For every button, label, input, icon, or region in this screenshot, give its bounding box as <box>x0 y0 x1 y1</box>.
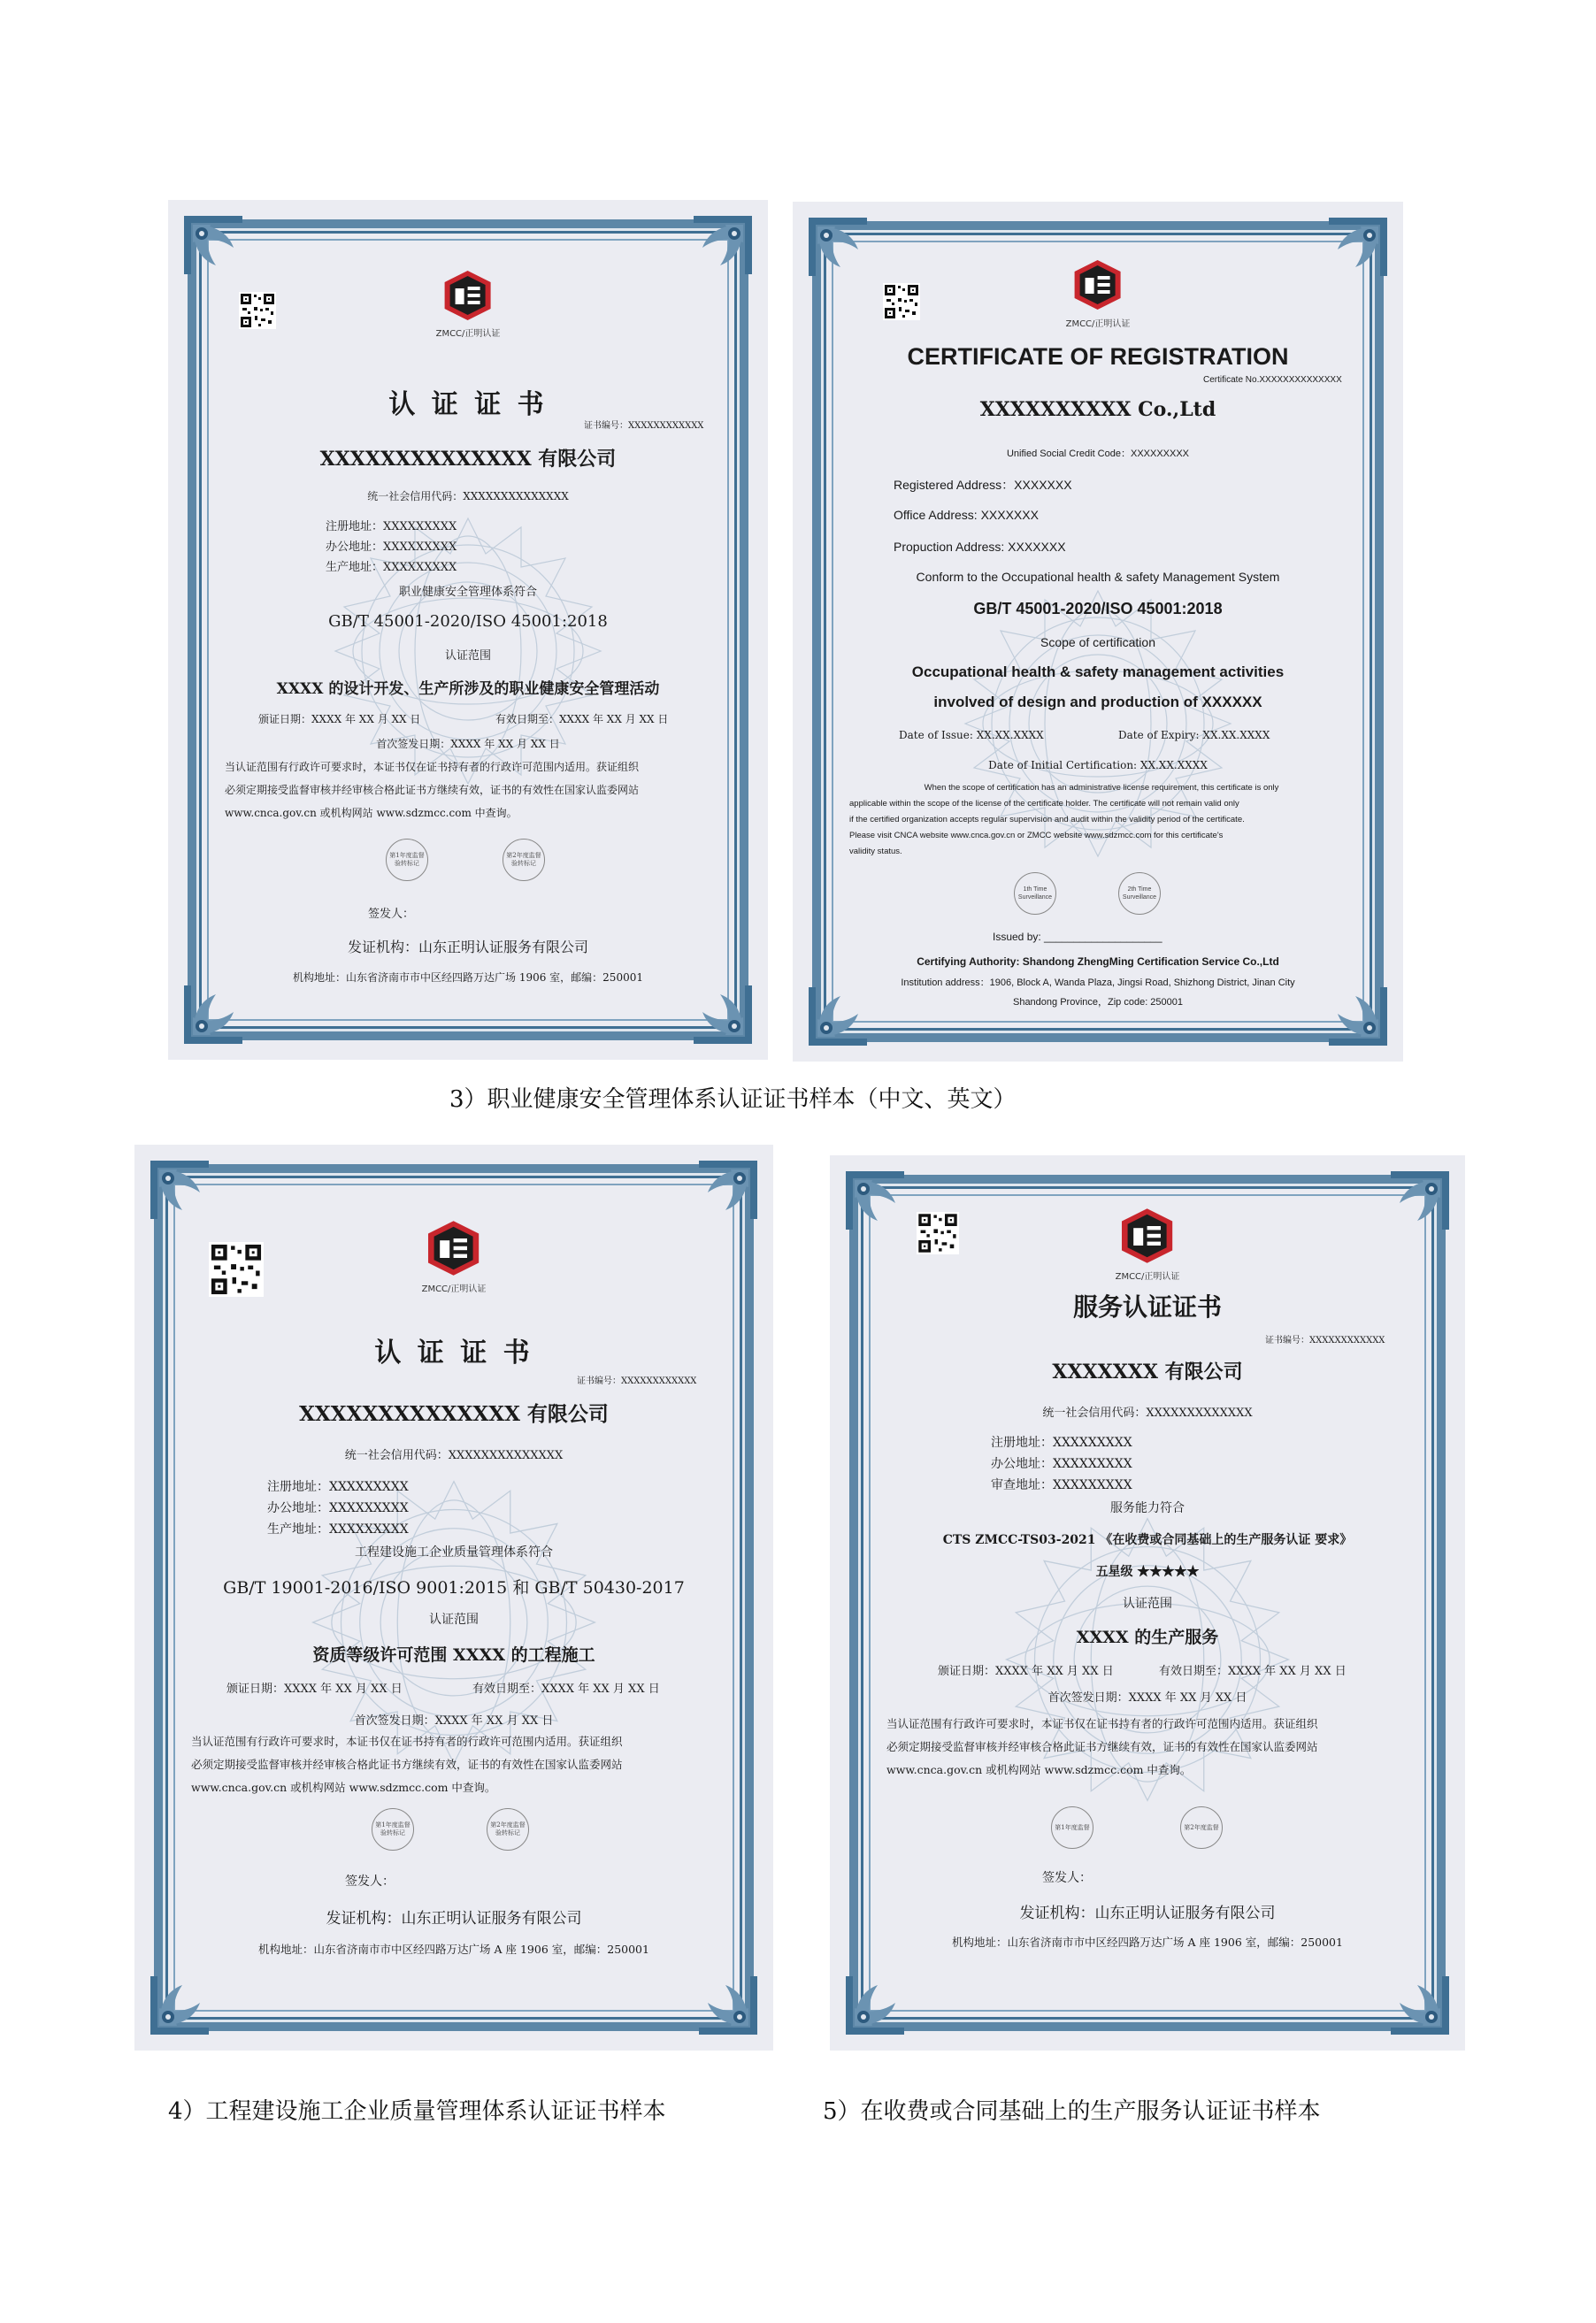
notice-line: 当认证范围有行政许可要求时，本证书仅在证书持有者的行政许可范围内适用。获证组织 <box>886 1717 1318 1730</box>
surveillance-seal-2: 第2年度监督验转标记 <box>503 839 545 881</box>
issuing-authority: 发证机构：山东正明认证服务有限公司 <box>1019 1905 1276 1922</box>
certificate-title: 服务认证证书 <box>1072 1292 1222 1322</box>
zmcc-logo <box>1116 1207 1180 1282</box>
conformance-text: Conform to the Occupational health & safety Management System <box>916 570 1280 584</box>
certifying-authority: Certifying Authority: Shandong ZhengMing Certification Service Co.,Ltd <box>917 955 1279 968</box>
credit-code: 统一社会信用代码：XXXXXXXXXXXXX <box>1042 1407 1253 1420</box>
conformance-text: 服务能力符合 <box>1110 1501 1185 1515</box>
registered-address: Registered Address：XXXXXXX <box>894 478 1072 492</box>
notice-paragraph <box>191 1730 722 1799</box>
first-issue-date: 首次签发日期：XXXX 年 XX 月 XX 日 <box>354 1714 554 1728</box>
notice-line: if the certified organization accepts regular supervision and audit within the validity period of the certificate. <box>849 815 1245 824</box>
qr-code-icon <box>917 1212 959 1254</box>
first-issue-date: 首次签发日期：XXXX 年 XX 月 XX 日 <box>1047 1691 1247 1705</box>
notice-line: www.cnca.gov.cn 或机构网站 www.sdzmcc.com 中查询。 <box>886 1763 1192 1776</box>
certificate-number: 证书编号：XXXXXXXXXXXX <box>1265 1336 1385 1346</box>
credit-code: 统一社会信用代码：XXXXXXXXXXXXXX <box>367 490 569 502</box>
company-name: XXXXXXXXXX Co.,Ltd <box>979 398 1216 421</box>
notice-line: validity status. <box>849 847 902 856</box>
issued-by-label: Issued by: ____________________ <box>993 931 1162 943</box>
zmcc-logo <box>1066 258 1131 329</box>
zmcc-logo <box>436 269 501 339</box>
scope-label: 认证范围 <box>444 649 491 663</box>
signer-label: 签发人： <box>1042 1871 1092 1885</box>
signer-label: 签发人： <box>368 908 415 921</box>
certificate-number: 证书编号：XXXXXXXXXXXX <box>584 421 704 431</box>
office-address: 办公地址：XXXXXXXXX <box>267 1501 409 1515</box>
zmcc-logo <box>422 1219 487 1294</box>
notice-line: 必须定期接受监督审核并经审核合格此证书方继续有效，证书的有效性在国家认监委网站 <box>225 784 640 796</box>
qr-code-icon <box>209 1242 264 1297</box>
issuing-authority: 发证机构：山东正明认证服务有限公司 <box>347 939 588 955</box>
notice-line: 必须定期接受监督审核并经审核合格此证书方继续有效，证书的有效性在国家认监委网站 <box>886 1740 1318 1753</box>
office-address: 办公地址：XXXXXXXXX <box>991 1457 1132 1471</box>
notice-line: 当认证范围有行政许可要求时，本证书仅在证书持有者的行政许可范围内适用。获证组织 <box>191 1735 623 1748</box>
credit-code: 统一社会信用代码：XXXXXXXXXXXXXX <box>344 1449 564 1462</box>
authority-address: 机构地址：山东省济南市市中区经四路万达广场 A 座 1906 室，邮编：250001 <box>258 1943 649 1956</box>
authority-address: 机构地址：山东省济南市市中区经四路万达广场 1906 室，邮编：250001 <box>293 971 643 984</box>
certificate-en-ohs <box>793 202 1403 1062</box>
notice-line: applicable within the scope of the license of the certificate holder. The certificate will not remain valid only <box>849 799 1239 809</box>
production-address: 生产地址：XXXXXXXXX <box>267 1522 409 1537</box>
certificate-number: Certificate No.XXXXXXXXXXXXXX <box>1203 375 1342 385</box>
surveillance-seal-2: 第2年度监督验转标记 <box>487 1808 529 1851</box>
scope-label: Scope of certification <box>1040 635 1155 649</box>
credit-code: Unified Social Credit Code：XXXXXXXXX <box>1006 448 1190 459</box>
production-address: Propuction Address: XXXXXXX <box>894 540 1066 554</box>
qr-code-icon <box>883 283 920 320</box>
registered-address: 注册地址：XXXXXXXXX <box>267 1480 409 1494</box>
notice-paragraph <box>225 755 720 824</box>
surveillance-seal-2: 第2年度监督 <box>1180 1806 1223 1849</box>
issue-date: 颁证日期：XXXX 年 XX 月 XX 日 <box>226 1683 403 1696</box>
standard-number: GB/T 19001-2016/ISO 9001:2015 和 GB/T 50430-2017 <box>223 1578 685 1598</box>
authority-address: 机构地址：山东省济南市市中区经四路万达广场 A 座 1906 室，邮编：250001 <box>952 1936 1343 1949</box>
notice-line: When the scope of certification has an administrative license requirement, this certificate is only <box>924 783 1279 793</box>
service-level: 五星级 ★★★★★ <box>1095 1565 1200 1579</box>
notice-line: 当认证范围有行政许可要求时，本证书仅在证书持有者的行政许可范围内适用。获证组织 <box>225 761 640 773</box>
surveillance-seal-1: 第1年度监督 <box>1051 1806 1093 1849</box>
scope-label: 认证范围 <box>429 1613 479 1627</box>
certification-scope-line-2: involved of design and production of XXXXXX <box>933 694 1262 710</box>
expiry-date: Date of Expiry: XX.XX.XXXX <box>1118 729 1270 741</box>
certification-scope: XXXX 的生产服务 <box>1076 1628 1219 1647</box>
first-issue-date: 首次签发日期：XXXX 年 XX 月 XX 日 <box>376 738 560 750</box>
registered-address: 注册地址：XXXXXXXXX <box>991 1436 1132 1450</box>
standard-number: GB/T 45001-2020/ISO 45001:2018 <box>328 612 608 631</box>
expiry-date: 有效日期至：XXXX 年 XX 月 XX 日 <box>1159 1665 1347 1678</box>
initial-certification-date: Date of Initial Certification: XX.XX.XXXX <box>988 759 1208 771</box>
notice-line: www.cnca.gov.cn 或机构网站 www.sdzmcc.com 中查询。 <box>191 1781 496 1794</box>
authority-address-line-1: Institution address：1906, Block A, Wanda Plaza, Jingsi Road, Shizhong District, Jinan City <box>901 978 1295 988</box>
audit-address: 审查地址：XXXXXXXXX <box>991 1478 1132 1492</box>
certificate-cn-ohs <box>168 200 768 1060</box>
certification-scope-line-1: Occupational health & safety management activities <box>911 663 1285 680</box>
notice-line: 必须定期接受监督审核并经审核合格此证书方继续有效，证书的有效性在国家认监委网站 <box>191 1758 623 1771</box>
logo-text: ZMCC/正明认证 <box>421 1284 487 1294</box>
notice-paragraph <box>886 1713 1417 1782</box>
scope-label: 认证范围 <box>1123 1597 1172 1611</box>
certificate-title: CERTIFICATE OF REGISTRATION <box>907 343 1289 370</box>
surveillance-seal-1: 1th Time Surveillance <box>1014 872 1056 915</box>
notice-line: Please visit CNCA website www.cnca.gov.cn or ZMCC website www.sdzmcc.com for this certificate's <box>849 831 1224 840</box>
surveillance-seal-1: 第1年度监督验转标记 <box>386 839 428 881</box>
expiry-date: 有效日期至：XXXX 年 XX 月 XX 日 <box>472 1683 660 1696</box>
certificate-title: 认 证 证 书 <box>374 1338 533 1368</box>
issue-date: 颁证日期：XXXX 年 XX 月 XX 日 <box>938 1665 1114 1678</box>
certificate-number: 证书编号：XXXXXXXXXXXX <box>577 1376 697 1386</box>
production-address: 生产地址：XXXXXXXXX <box>326 561 457 574</box>
signer-label: 签发人： <box>345 1874 395 1889</box>
caption-5: 5）在收费或合同基础上的生产服务认证证书样本 <box>823 2098 1321 2125</box>
caption-3: 3）职业健康安全管理体系认证证书样本（中文、英文） <box>449 1086 1017 1113</box>
qr-code-icon <box>239 292 276 329</box>
surveillance-seal-2: 2th Time Surveillance <box>1118 872 1161 915</box>
office-address: Office Address: XXXXXXX <box>894 508 1039 522</box>
expiry-date: 有效日期至：XXXX 年 XX 月 XX 日 <box>495 713 669 725</box>
authority-address-line-2: Shandong Province，Zip code: 250001 <box>1012 997 1184 1008</box>
notice-line: www.cnca.gov.cn 或机构网站 www.sdzmcc.com 中查询。 <box>225 807 518 819</box>
logo-text: ZMCC/正明认证 <box>1115 1272 1180 1282</box>
notice-paragraph <box>849 780 1354 860</box>
caption-4: 4）工程建设施工企业质量管理体系认证证书样本 <box>168 2098 666 2125</box>
conformance-text: 工程建设施工企业质量管理体系符合 <box>355 1545 553 1560</box>
logo-text: ZMCC/正明认证 <box>435 329 501 339</box>
company-name: XXXXXXXXXXXXXX 有限公司 <box>319 448 617 471</box>
company-name: XXXXXXXXXXXXXX 有限公司 <box>299 1402 609 1426</box>
conformance-text: 职业健康安全管理体系符合 <box>398 586 537 599</box>
issuing-authority: 发证机构：山东正明认证服务有限公司 <box>326 1910 582 1928</box>
issue-date: Date of Issue: XX.XX.XXXX <box>899 729 1044 741</box>
logo-text: ZMCC/正明认证 <box>1065 319 1131 329</box>
company-name: XXXXXXX 有限公司 <box>1052 1361 1243 1384</box>
surveillance-seal-1: 第1年度监督验转标记 <box>372 1808 414 1851</box>
certificate-cn-service <box>830 1155 1465 2051</box>
certification-scope: 资质等级许可范围 XXXX 的工程施工 <box>312 1645 595 1665</box>
standard-number: CTS ZMCC-TS03-2021 《在收费或合同基础上的生产服务认证 要求》 <box>942 1533 1353 1547</box>
certificate-cn-qms <box>134 1145 773 2051</box>
standard-number: GB/T 45001-2020/ISO 45001:2018 <box>973 600 1223 617</box>
certificate-title: 认 证 证 书 <box>388 389 548 420</box>
certification-scope: XXXX 的设计开发、生产所涉及的职业健康安全管理活动 <box>276 680 660 698</box>
issue-date: 颁证日期：XXXX 年 XX 月 XX 日 <box>258 713 421 725</box>
registered-address: 注册地址：XXXXXXXXX <box>326 520 457 533</box>
office-address: 办公地址：XXXXXXXXX <box>326 540 457 554</box>
